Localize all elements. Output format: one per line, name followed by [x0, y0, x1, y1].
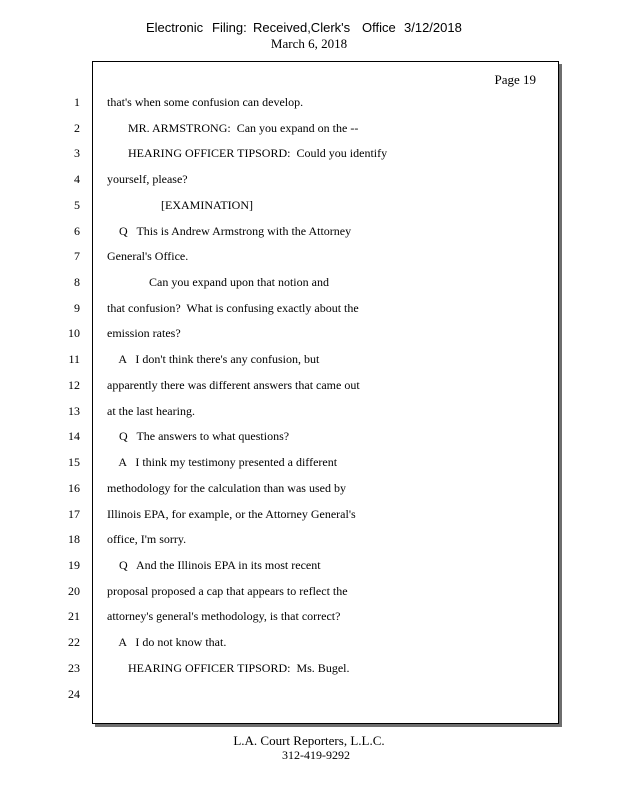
transcript-line-text: Illinois EPA, for example, or the Attorney General's: [107, 506, 356, 521]
transcript-line-text: that confusion? What is confusing exactly about the: [107, 300, 359, 315]
page-number: Page 19: [494, 72, 536, 87]
line-number: 23: [68, 660, 80, 675]
transcript-line-text: [EXAMINATION]: [107, 197, 253, 212]
line-number: 13: [68, 403, 80, 418]
line-number: 8: [74, 275, 80, 290]
transcript-line-text: A I don't think there's any confusion, but: [107, 352, 320, 367]
line-number: 3: [74, 146, 80, 161]
transcript-line-text: emission rates?: [107, 326, 181, 341]
line-number: 11: [68, 352, 80, 367]
filing-stamp-part: Office: [362, 20, 396, 35]
transcript-line-text: attorney's general's methodology, is that correct?: [107, 609, 341, 624]
filing-stamp-part: Received,Clerk's: [253, 20, 351, 35]
line-number: 2: [74, 120, 80, 135]
line-number: 4: [74, 172, 80, 187]
transcript-line-text: methodology for the calculation than was used by: [107, 480, 346, 495]
line-number: 17: [68, 506, 80, 521]
transcript-date: March 6, 2018: [270, 36, 348, 51]
line-number: 5: [74, 197, 80, 212]
transcript-line-text: General's Office.: [107, 249, 189, 264]
transcript-line-text: apparently there was different answers that came out: [107, 377, 360, 392]
transcript-line-text: Can you expand upon that notion and: [107, 275, 329, 290]
line-number: 6: [74, 223, 80, 238]
line-number: 12: [68, 377, 80, 392]
transcript-line-text: A I think my testimony presented a different: [107, 455, 338, 470]
line-number: 22: [68, 635, 80, 650]
footer-company: L.A. Court Reporters, L.L.C.: [233, 733, 385, 748]
filing-stamp-date: 3/12/2018: [404, 20, 462, 35]
line-number: 7: [74, 249, 80, 264]
filing-stamp-part: Filing:: [212, 20, 247, 35]
transcript-line-text: HEARING OFFICER TIPSORD: Could you identify: [107, 146, 388, 161]
line-number: 15: [68, 455, 80, 470]
line-number: 21: [68, 609, 80, 624]
transcript-line-text: A I do not know that.: [107, 635, 227, 650]
line-number: 24: [68, 686, 80, 701]
transcript-line-text: Q And the Illinois EPA in its most recent: [107, 557, 321, 572]
transcript-line-text: yourself, please?: [107, 172, 188, 187]
line-number: 18: [68, 532, 80, 547]
line-number: 14: [68, 429, 80, 444]
line-number: 16: [68, 480, 80, 495]
transcript-line-text: MR. ARMSTRONG: Can you expand on the --: [107, 120, 359, 135]
line-number: 20: [68, 583, 80, 598]
transcript-line-text: proposal proposed a cap that appears to reflect the: [107, 583, 348, 598]
footer-phone: 312-419-9292: [282, 748, 350, 762]
transcript-line-text: Q This is Andrew Armstrong with the Attorney: [107, 223, 352, 238]
line-number: 10: [68, 326, 80, 341]
line-number: 1: [74, 95, 80, 109]
transcript-line-text: HEARING OFFICER TIPSORD: Ms. Bugel.: [107, 660, 350, 675]
line-number: 19: [68, 557, 80, 572]
line-number: 9: [74, 300, 80, 315]
filing-stamp-part: Electronic: [146, 20, 204, 35]
transcript-line-text: that's when some confusion can develop.: [107, 95, 304, 109]
transcript-line-text: at the last hearing.: [107, 403, 195, 418]
transcript-line-text: Q The answers to what questions?: [107, 429, 290, 444]
transcript-line-text: office, I'm sorry.: [107, 532, 187, 547]
